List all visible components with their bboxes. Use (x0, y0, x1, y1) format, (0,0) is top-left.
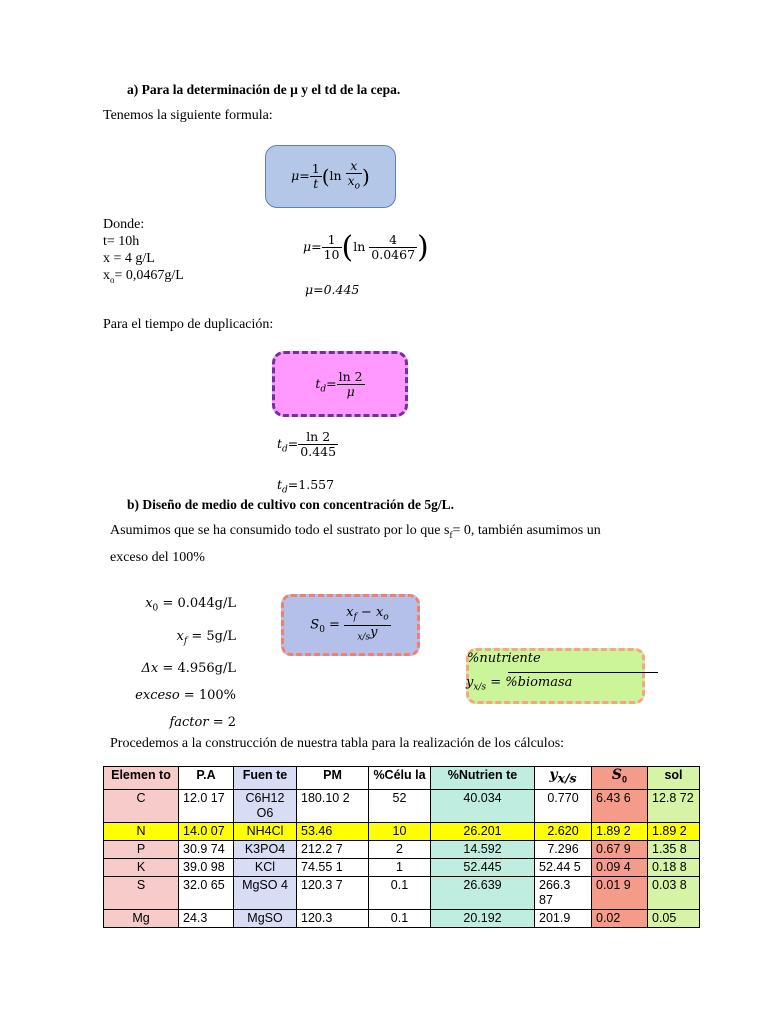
cell-fuente: MgSO (234, 909, 297, 927)
variables-list (108, 590, 236, 736)
cell-pa: 12.0 17 (179, 789, 234, 822)
cell-fuente: NH4Cl (234, 822, 297, 840)
td-intro: Para el tiempo de duplicación: (103, 317, 274, 332)
cell-pm: 74.55 1 (297, 858, 369, 876)
cell-pm: 53.46 (297, 822, 369, 840)
cell-sol: 12.8 72 (648, 789, 700, 822)
header-s0: $S_0$ (592, 767, 648, 790)
cell-elemento: P (104, 840, 179, 858)
cell-pm: 120.3 (297, 909, 369, 927)
cell-elemento: K (104, 858, 179, 876)
cell-elemento: Mg (104, 909, 179, 927)
cell-celula: 0.1 (369, 876, 431, 909)
header-fuente: Fuen te (234, 767, 297, 790)
var-exceso: exceso = 100% (135, 688, 236, 704)
header-sol: sol (648, 767, 700, 790)
header-elemento: Elemen to (104, 767, 179, 790)
var-factor: factor = 2 (169, 715, 236, 731)
table-row (104, 876, 700, 909)
mu-formula: μ= $\frac{1}{t}$ (ln $\frac{x}{x_o}$ ) (291, 158, 370, 192)
var-x0: $x_0 = 0.044g/L$ (145, 596, 236, 614)
cell-nutriente: 52.445 (431, 858, 535, 876)
cell-s0: 1.89 2 (592, 822, 648, 840)
cell-pa: 14.0 07 (179, 822, 234, 840)
cell-s0: 0.09 4 (592, 858, 648, 876)
calculation-table (103, 766, 700, 928)
cell-elemento: C (104, 789, 179, 822)
mu-result: μ=0.445 (305, 282, 360, 297)
table-header-row (104, 767, 700, 790)
section-a-heading: a) Para la determinación de µ y el td de la cepa. (127, 82, 401, 97)
cell-celula: 0.1 (369, 909, 431, 927)
td-calculation: $t_d=$ $\frac{\ln 2}{0.445}$ (277, 429, 337, 459)
cell-sol: 1.35 8 (648, 840, 700, 858)
cell-elemento: S (104, 876, 179, 909)
mu-calculation: μ= $\frac{1}{10}$ (ln $\frac{4}{0.0467}$ ) (303, 230, 429, 265)
cell-fuente: C6H12 O6 (234, 789, 297, 822)
cell-yxs: 7.296 (535, 840, 592, 858)
givens-list (103, 216, 184, 289)
var-xf: $x_f = 5g/L$ (176, 628, 236, 647)
cell-nutriente: 26.201 (431, 822, 535, 840)
table-row (104, 789, 700, 822)
table-row (104, 909, 700, 927)
td-result: $t_d=1.557$ (277, 477, 335, 496)
assumption-line-2: exceso del 100% (110, 550, 205, 565)
cell-celula: 10 (369, 822, 431, 840)
cell-sol: 0.05 (648, 909, 700, 927)
table-row (104, 840, 700, 858)
cell-sol: 0.03 8 (648, 876, 700, 909)
cell-sol: 1.89 2 (648, 822, 700, 840)
cell-nutriente: 26.639 (431, 876, 535, 909)
mu-formula-box (265, 145, 396, 208)
var-dx: Δx = 4.956g/L (141, 661, 236, 677)
header-pm: PM (297, 767, 369, 790)
assumption-line-1: Asumimos que se ha consumido todo el sustrato por lo que $s_f= 0$, también asumimos un (110, 523, 601, 540)
cell-nutriente: 20.192 (431, 909, 535, 927)
table-row (104, 858, 700, 876)
cell-yxs: 52.44 5 (535, 858, 592, 876)
cell-yxs: 2.620 (535, 822, 592, 840)
cell-s0: 6.43 6 (592, 789, 648, 822)
cell-pa: 39.0 98 (179, 858, 234, 876)
cell-pm: 120.3 7 (297, 876, 369, 909)
yield-formula: %nutriente $y_{x/s}$ = %biomasa (466, 647, 572, 700)
cell-celula: 52 (369, 789, 431, 822)
header-celula: %Célu la (369, 767, 431, 790)
cell-yxs: 266.3 87 (535, 876, 592, 909)
cell-elemento: N (104, 822, 179, 840)
given-x: x = 4 g/L (103, 251, 155, 266)
cell-yxs: 0.770 (535, 789, 592, 822)
cell-sol: 0.18 8 (648, 858, 700, 876)
given-x0: $x_o= 0,0467g/L$ (103, 268, 184, 285)
cell-fuente: MgSO 4 (234, 876, 297, 909)
td-formula-box (272, 351, 408, 417)
header-nutriente: %Nutrien te (431, 767, 535, 790)
s0-formula-box (281, 594, 420, 656)
formula-intro: Tenemos la siguiente formula: (103, 108, 273, 123)
cell-celula: 2 (369, 840, 431, 858)
cell-nutriente: 40.034 (431, 789, 535, 822)
cell-pm: 212.2 7 (297, 840, 369, 858)
donde-label: Donde: (103, 217, 145, 232)
s0-formula: $S_0$ = $\frac{x_f - x_o}{_{x/s}y}$ (310, 604, 389, 643)
cell-celula: 1 (369, 858, 431, 876)
cell-nutriente: 14.592 (431, 840, 535, 858)
cell-yxs: 201.9 (535, 909, 592, 927)
cell-pa: 32.0 65 (179, 876, 234, 909)
table-intro: Procedemos a la construcción de nuestra tabla para la realización de los cálculos: (110, 736, 565, 751)
given-t: t= 10h (103, 234, 140, 249)
cell-s0: 0.02 (592, 909, 648, 927)
cell-pa: 30.9 74 (179, 840, 234, 858)
cell-pm: 180.10 2 (297, 789, 369, 822)
cell-s0: 0.01 9 (592, 876, 648, 909)
table-row (104, 822, 700, 840)
cell-fuente: K3PO4 (234, 840, 297, 858)
section-b-heading: b) Diseño de medio de cultivo con concentración de 5g/L. (127, 497, 454, 512)
td-formula: $t_d=$ $\frac{\ln 2}{\mu}$ (315, 368, 363, 399)
header-yxs: $y_{x/s}$ (535, 767, 592, 790)
cell-pa: 24.3 (179, 909, 234, 927)
cell-fuente: KCl (234, 858, 297, 876)
header-pa: P.A (179, 767, 234, 790)
cell-s0: 0.67 9 (592, 840, 648, 858)
